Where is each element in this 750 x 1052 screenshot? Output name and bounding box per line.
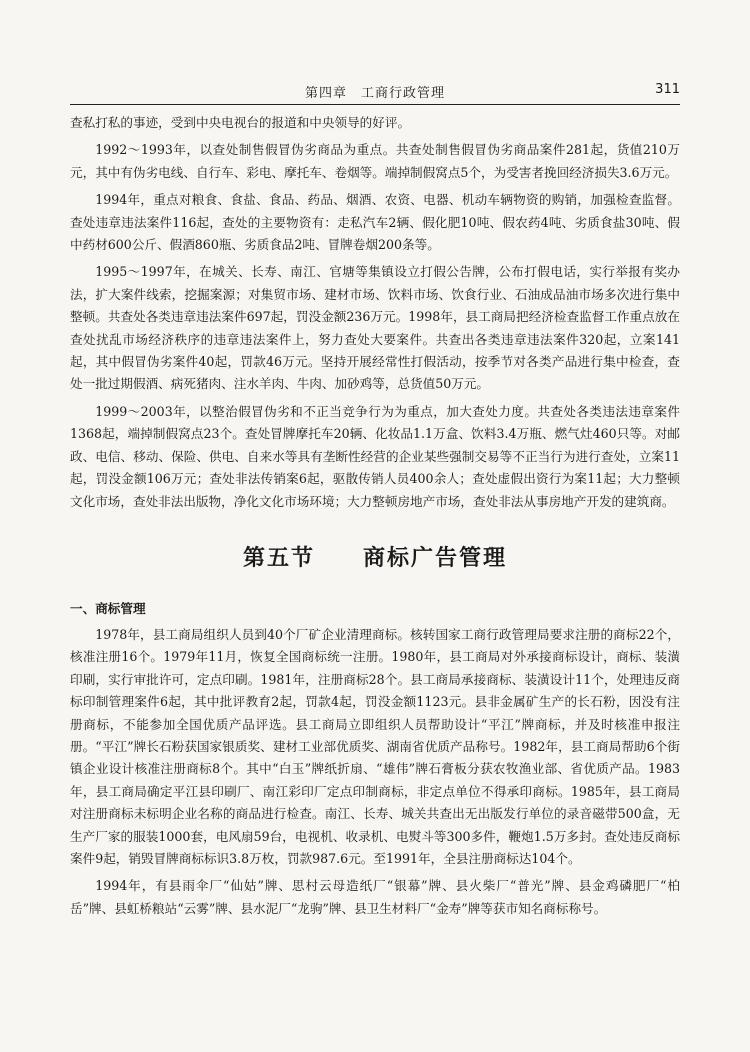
paragraph: 查私打私的事迹，受到中央电视台的报道和中央领导的好评。 <box>70 115 411 130</box>
paragraph: 1995～1997年，在城关、长寿、南江、官塘等集镇设立打假公告牌，公布打假电话，实行举报有奖办法，扩大案件线索，挖掘案源；对集贸市场、建材市场、饮料市场、饮食行业、石油成品油市场多次进行集中整顿。共查处各类违章违法案件697起，罚没金额236万元。1998年，县工商局把经济检查监督工作重点放在查处扰乱市场经济秩序的违章违法案件上，努力查处大要案件。共查出各类违章违法案件320起，立案141起，其中假冒伪劣案件40起，罚款46万元。坚持开展经常性打假活动，按季节对各类产品进行集中检查，查处一批过期假酒、病死猪肉、注水羊肉、牛肉、加砂鸡等，总货值50万元。 <box>70 264 680 392</box>
section-title: 第五节 商标广告管理 <box>242 545 507 571</box>
subsection-title: 一、商标管理 <box>70 600 146 616</box>
paragraph: 1994年，重点对粮食、食盐、食品、药品、烟酒、农资、电器、机动车辆物资的购销，加强检查监督。查处违章违法案件116起，查处的主要物资有：走私汽车2辆、假化肥10吨、假农药4吨、劣质食盐30吨、假中药材600公斤、假酒860瓶、劣质食品2吨、冒牌卷烟200条等。 <box>70 192 680 253</box>
paragraph: 1994年，有县雨伞厂“仙姑”牌、思村云母造纸厂“银幕”牌、县火柴厂“普光”牌、县金鸡磷肥厂“柏岳”牌、县虹桥粮站“云雾”牌、县水泥厂“龙驹”牌、县卫生材料厂“金寿”牌等获市知名商标称号。 <box>70 878 680 916</box>
paragraph: 1999～2003年，以整治假冒伪劣和不正当竞争行为为重点，加大查处力度。共查处各类违法违章案件1368起，端掉制假窝点23个。查处冒牌摩托车20辆、化妆品1.1万盒、饮料3.4万瓶、燃气灶460只等。对邮政、电信、移动、保险、供电、自来水等具有垄断性经营的企业某些强制交易等不正当行为进行查处，立案11起，罚没金额106万元；查处非法传销案6起，驱散传销人员400余人；查处虚假出资行为案11起；大力整顿文化市场，查处非法出版物，净化文化市场环境；大力整顿房地产市场，查处非法从事房地产开发的建筑商。 <box>70 403 680 509</box>
page-body <box>70 112 680 920</box>
running-header <box>70 80 680 105</box>
paragraph: 1978年，县工商局组织人员到40个厂矿企业清理商标。核转国家工商行政管理局要求注册的商标22个，核准注册16个。1979年11月，恢复全国商标统一注册。1980年，县工商局对外承接商标设计，商标、装潢印刷，实行审批许可，定点印刷。1981年，注册商标28个。县工商局承接商标、装潢设计11个，处理违反商标印制管理案件6起，其中批评教育2起，罚款4起，罚没金额1123元。县非金属矿生产的长石粉，因没有注册商标，不能参加全国优质产品评选。县工商局立即组织人员帮助设计“平江”牌商标，并及时核准申报注册。“平江”牌长石粉获国家银质奖、建材工业部优质奖、湖南省优质产品称号。1982年，县工商局帮助6个街镇企业设计核准注册商标8个。其中“白玉”牌纸折扇、“雄伟”牌石膏板分获农牧渔业部、省优质产品。1983年，县工商局确定平江县印刷厂、南江彩印厂定点印制商标，非定点单位不得承印商标。1985年，县工商局对注册商标未标明企业名称的商品进行检查。南江、长寿、城关共查出无出版发行单位的录音磁带500盒，无生产厂家的服装1000套，电风扇59台，电视机、收录机、电熨斗等300多件，鞭炮1.5万多封。查处违反商标案件9起，销毁冒牌商标标识3.8万枚，罚款987.6元。至1991年，全县注册商标达104个。 <box>70 626 680 866</box>
chapter-title: 第四章 工商行政管理 <box>304 86 445 101</box>
page-number: 311 <box>655 82 680 97</box>
paragraph: 1992～1993年，以查处制售假冒伪劣商品为重点。共查处制售假冒伪劣商品案件281起，货值210万元，其中有伪劣电线、自行车、彩电、摩托车、卷烟等。端掉制假窝点5个，为受害者挽回经济损失3.6万元。 <box>70 142 680 180</box>
